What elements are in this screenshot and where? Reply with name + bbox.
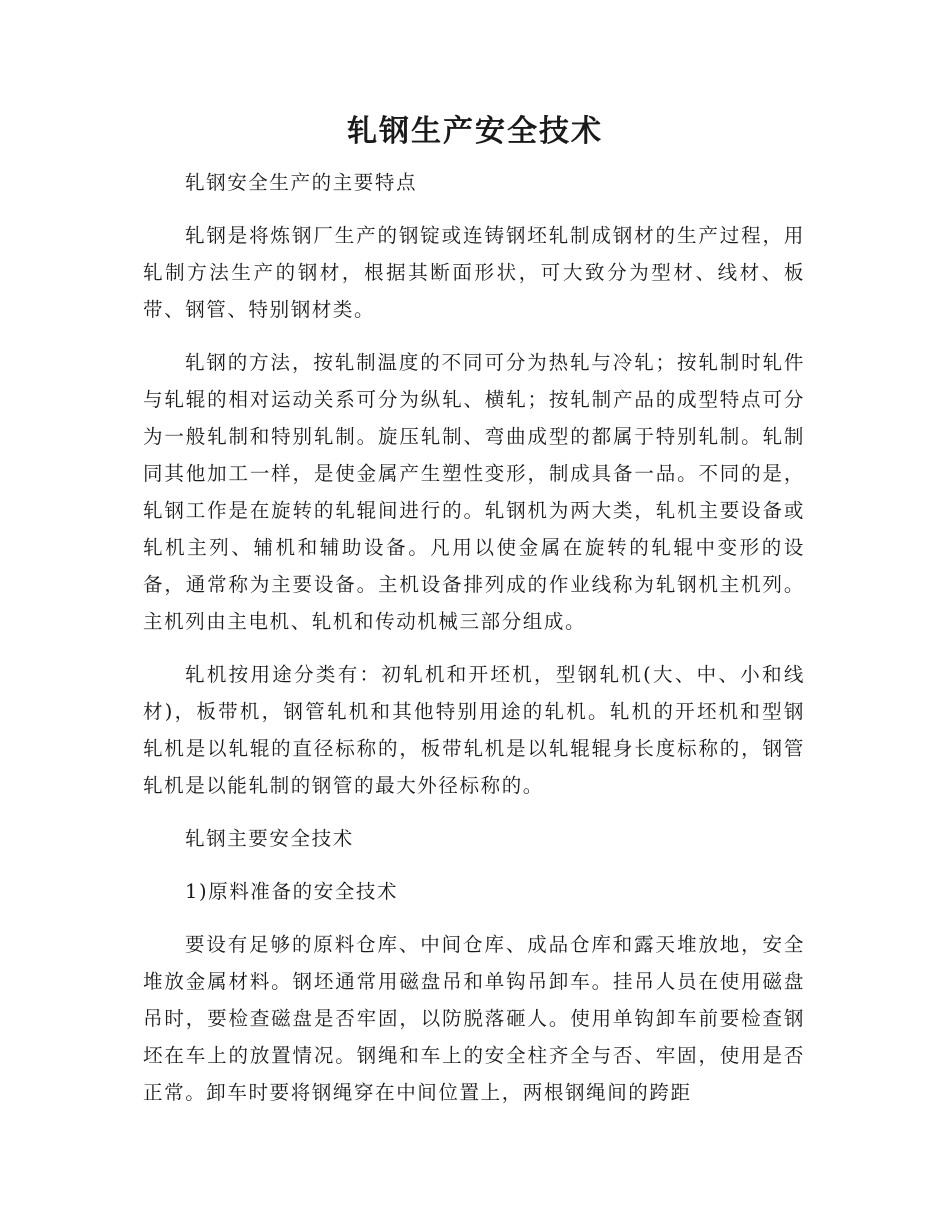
section-heading-safety: 轧钢主要安全技术 [185,827,354,850]
paragraph-rolling-methods: 轧钢的方法，按轧制温度的不同可分为热轧与冷轧；按轧制时轧件与轧辊的相对运动关系可分为纵轧、横轧；按轧制产品的成型特点可分为一般轧制和特别轧制。旋压轧制、弯曲成型的都属于特别轧制。轧制同其他加工一样，是使金属产生塑性变形，制成具备一品。不同的是，轧钢工作是在旋转的轧辊间进行的。轧钢机为两大类，轧机主要设备或轧机主列、辅机和辅助设备。凡用以使金属在旋转的轧辊中变形的设备，通常称为主要设备。主机设备排列成的作业线称为轧钢机主机列。主机列由主电机、轧机和传动机械三部分组成。 [143,351,805,633]
document-title: 轧钢生产安全技术 [347,114,603,149]
section-heading-features: 轧钢安全生产的主要特点 [185,171,418,194]
document-body [143,164,805,1127]
paragraph-definition: 轧钢是将炼钢厂生产的钢锭或连铸钢坯轧制成钢材的生产过程，用轧制方法生产的钢材，根据其断面形状，可大致分为型材、线材、板带、钢管、特别钢材类。 [143,224,805,321]
subsection-heading-raw-material: 1)原料准备的安全技术 [185,880,399,903]
paragraph-mill-classification: 轧机按用途分类有：初轧机和开坯机，型钢轧机(大、中、小和线材)，板带机，钢管轧机和其他特别用途的轧机。轧机的开坯机和型钢轧机是以轧辊的直径标称的，板带轧机是以轧辊辊身长度标称的，钢管轧机是以能轧制的钢管的最大外径标称的。 [143,663,805,797]
paragraph-raw-material-safety: 要设有足够的原料仓库、中间仓库、成品仓库和露天堆放地，安全堆放金属材料。钢坯通常用磁盘吊和单钩吊卸车。挂吊人员在使用磁盘吊时，要检查磁盘是否牢固，以防脱落砸人。使用单钩卸车前要检查钢坯在车上的放置情况。钢绳和车上的安全柱齐全与否、牢固，使用是否正常。卸车时要将钢绳穿在中间位置上，两根钢绳间的跨距 [143,933,805,1104]
